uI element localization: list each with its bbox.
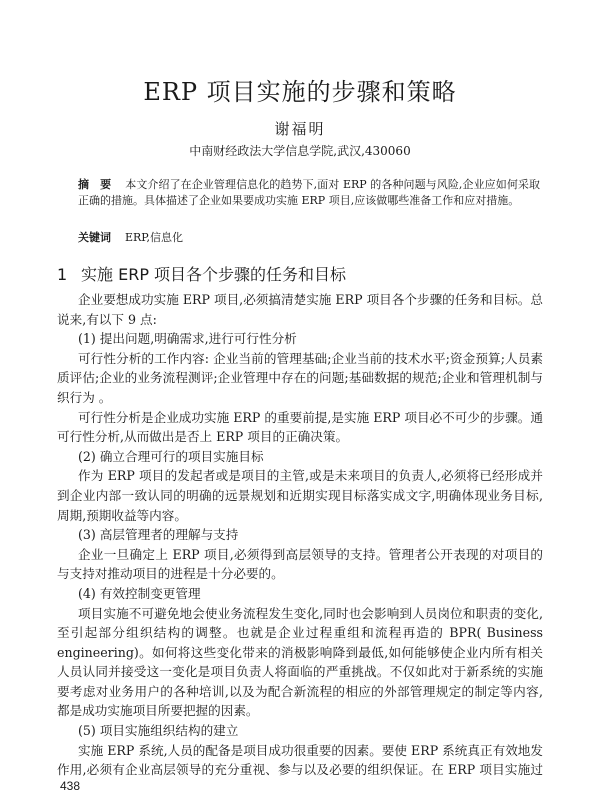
text-line: 与支持对推动项目的进程是十分必要的。 [57, 566, 284, 582]
abstract-line: 正确的措施。具体描述了企业如果要成功实施 ERP 项目,应该做哪些准备工作和应对措施。 [78, 194, 520, 207]
text-line: 实施 ERP 系统,人员的配备是项目成功很重要的因素。要使 ERP 系统真正有效地发 [78, 742, 543, 758]
text-line: 作为 ERP 项目的发起者或是项目的主管,或是未来项目的负责人,必须将已经形成并 [78, 468, 543, 484]
text-line: 织行为 。 [57, 389, 112, 405]
page-number: 438 [60, 779, 81, 793]
text-line: 质评估;企业的业务流程测评;企业管理中存在的问题;基础数据的规范;企业和管理机制与 [57, 370, 543, 386]
author: 谢福明 [274, 120, 326, 138]
abstract [78, 177, 540, 209]
text-line: 企业一旦确定上 ERP 项目,必须得到高层领导的支持。管理者公开表现的对项目的 [78, 546, 543, 562]
affiliation: 中南财经政法大学信息学院,武汉,430060 [189, 144, 411, 158]
text-line: 企业要想成功实施 ERP 项目,必须搞清楚实施 ERP 项目各个步骤的任务和目标。总 [78, 292, 543, 307]
text-line: 说来,有以下 9 点: [57, 311, 157, 327]
text-line: 可行性分析是企业成功实施 ERP 的重要前提,是实施 ERP 项目必不可少的步骤。通 [78, 409, 543, 425]
text-line: 至引起部分组织结构的调整。也就是企业过程重组和流程再造的 BPR( Business [57, 625, 543, 641]
text-line: 要考虑对业务用户的各种培训,以及为配合新流程的相应的外部管理规定的制定等内容, [57, 683, 543, 699]
text-line: 作用,必须有企业高层领导的充分重视、参与以及必要的组织保证。在 ERP 项目实施过 [57, 762, 543, 778]
keywords [78, 229, 183, 245]
list-heading: (4) 有效控制变更管理 [78, 585, 201, 601]
list-heading: (5) 项目实施组织结构的建立 [78, 723, 239, 739]
paper-title: ERP 项目实施的步骤和策略 [143, 78, 457, 106]
text-line: 周期,预期收益等内容。 [57, 507, 187, 523]
text-line: 项目实施不可避免地会使业务流程发生变化,同时也会影响到人员岗位和职责的变化, [78, 605, 543, 621]
body-text [57, 290, 543, 780]
section-number: 1 [57, 265, 68, 284]
list-heading: (3) 高层管理者的理解与支持 [78, 527, 239, 543]
text-line: engineering)。如何将这些变化带来的消极影响降到最低,如何能够使企业内所有相关 [57, 644, 543, 660]
list-heading: (1) 提出问题,明确需求,进行可行性分析 [78, 331, 297, 347]
text-line: 可行性分析,从而做出是否上 ERP 项目的正确决策。 [57, 429, 349, 445]
list-heading: (2) 确立合理可行的项目实施目标 [78, 448, 264, 464]
section-title: 实施 ERP 项目各个步骤的任务和目标 [81, 265, 347, 284]
section-heading [57, 262, 346, 285]
keywords-value: ERP,信息化 [125, 231, 183, 244]
text-line: 人员认同并接受这一变化是项目负责人将面临的严重挑战。不仅如此对于新系统的实施 [57, 664, 543, 680]
keywords-label: 关键词 [78, 231, 111, 244]
abstract-label: 摘 要 [78, 178, 112, 191]
text-line: 到企业内部一致认同的明确的远景规划和近期实现目标落实成文字,明确体现业务目标, [57, 487, 543, 503]
abstract-line: 摘 要 本文介绍了在企业管理信息化的趋势下,面对 ERP 的各种问题与风险,企业应如何采取 [78, 178, 540, 191]
text-line: 可行性分析的工作内容: 企业当前的管理基础;企业当前的技术水平;资金预算;人员素 [78, 350, 543, 366]
text-line: 都是成功实施项目所要把握的因素。 [57, 703, 259, 719]
